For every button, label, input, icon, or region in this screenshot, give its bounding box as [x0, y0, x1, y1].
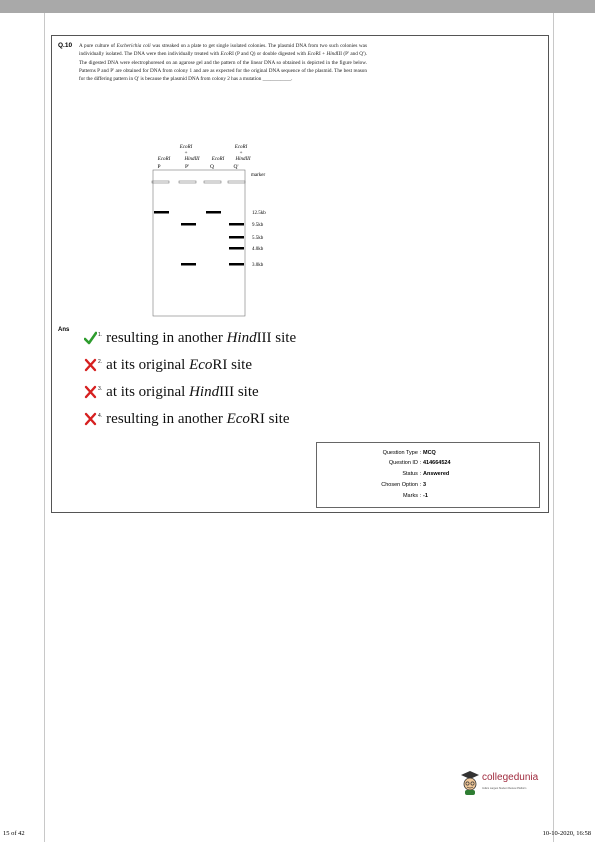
logo-text: collegedunia: [482, 772, 539, 783]
option-text: at its original EcoRI site: [106, 356, 252, 373]
info-key: Marks :: [402, 493, 421, 499]
cross-icon: [84, 412, 97, 426]
info-row-question-type: [317, 450, 539, 456]
info-value: 3: [423, 482, 427, 488]
header-lane-p-enzyme: EcoRI: [157, 157, 171, 162]
info-value: -1: [423, 493, 428, 499]
page-counter: 15 of 42: [3, 830, 25, 837]
option-text: at its original HindIII site: [106, 383, 259, 400]
cross-icon: [84, 358, 97, 372]
check-icon: [84, 331, 97, 345]
option-1[interactable]: [84, 328, 296, 348]
band-lane-q-prime: [229, 247, 244, 250]
option-number: 4.: [98, 413, 103, 419]
marker-size: 12.5kb: [252, 211, 266, 216]
info-row-question-id: [317, 460, 539, 466]
lane-label-q: Q: [210, 164, 214, 170]
question-info-box: [316, 442, 540, 508]
question-number: Q.10: [58, 42, 73, 49]
option-4[interactable]: [84, 409, 289, 429]
collegedunia-logo: [460, 770, 550, 798]
band-lane-p-prime: [181, 223, 196, 226]
info-row-marks: [317, 493, 539, 499]
lane-label-p: P: [157, 164, 161, 170]
header-lane-p-prime-enzyme: HindIII: [184, 157, 200, 162]
band-lane-q-prime: [229, 236, 244, 239]
gel-figure: [148, 142, 308, 322]
option-2[interactable]: [84, 355, 252, 375]
header-plus-p-prime: +: [184, 151, 188, 156]
header-enzyme-p-prime: EcoRI: [179, 145, 193, 150]
band-lane-q: [206, 211, 221, 214]
lane-label-q-prime: Q': [233, 164, 239, 170]
logo-tagline: India's Largest Student Review Platform: [482, 787, 527, 790]
info-key: Question Type :: [382, 450, 421, 456]
info-value: Answered: [423, 471, 450, 477]
option-number: 3.: [98, 386, 103, 392]
header-lane-q-enzyme: EcoRI: [211, 157, 225, 162]
print-datetime: 10-10-2020, 16:58: [542, 830, 591, 837]
option-3[interactable]: [84, 382, 259, 402]
info-key: Chosen Option :: [381, 482, 421, 488]
gel-box: [153, 170, 245, 316]
band-lane-p-prime: [181, 263, 196, 266]
cross-icon: [84, 385, 97, 399]
marker-label: marker: [251, 173, 266, 178]
marker-size: 3.0kb: [252, 263, 264, 268]
option-number: 2.: [98, 359, 103, 365]
info-value: MCQ: [423, 450, 436, 456]
info-value: 414664524: [423, 460, 451, 466]
info-key: Status :: [402, 471, 421, 477]
marker-size: 5.5kb: [252, 236, 264, 241]
info-key: Question ID :: [388, 460, 421, 466]
option-text: resulting in another HindIII site: [106, 329, 297, 346]
band-lane-q-prime: [229, 263, 244, 266]
band-lane-p: [154, 211, 169, 214]
lane-label-p-prime: P': [184, 164, 190, 170]
marker-size: 9.5kb: [252, 223, 264, 228]
option-text: resulting in another EcoRI site: [106, 410, 290, 427]
info-row-status: [317, 471, 539, 477]
info-row-chosen-option: [317, 482, 539, 488]
top-bar: [0, 0, 595, 13]
band-lane-q-prime: [229, 223, 244, 226]
answer-label: Ans: [58, 327, 70, 333]
header-plus-q-prime: +: [239, 151, 243, 156]
header-lane-q-prime-enzyme: HindIII: [235, 157, 251, 162]
marker-size: 4.0kb: [252, 247, 264, 252]
question-text: A pure culture of Escherichia coli was streaked on a plate to get single isolated colonies. The plasmid DNA from two such colonies was individually isolated. The DNA were then individually treated with EcoRI (P and Q) or double digested with EcoRI + HindIII (P' and Q'). The digested DNA were electrophoresed on an agarose gel and the pattern of the linear DNA so obtained is depicted in the figure below. Patterns P and P' are obtained for DNA from colony 1 and are as expected for the original DNA sequence of the plasmid. The best reason for the differing pattern in Q' is because the plasmid DNA from colony 2 has a mutation ___________.: [79, 43, 368, 83]
header-enzyme-q-prime: EcoRI: [234, 145, 248, 150]
option-number: 1.: [98, 332, 103, 338]
graduate-icon: [460, 770, 480, 796]
